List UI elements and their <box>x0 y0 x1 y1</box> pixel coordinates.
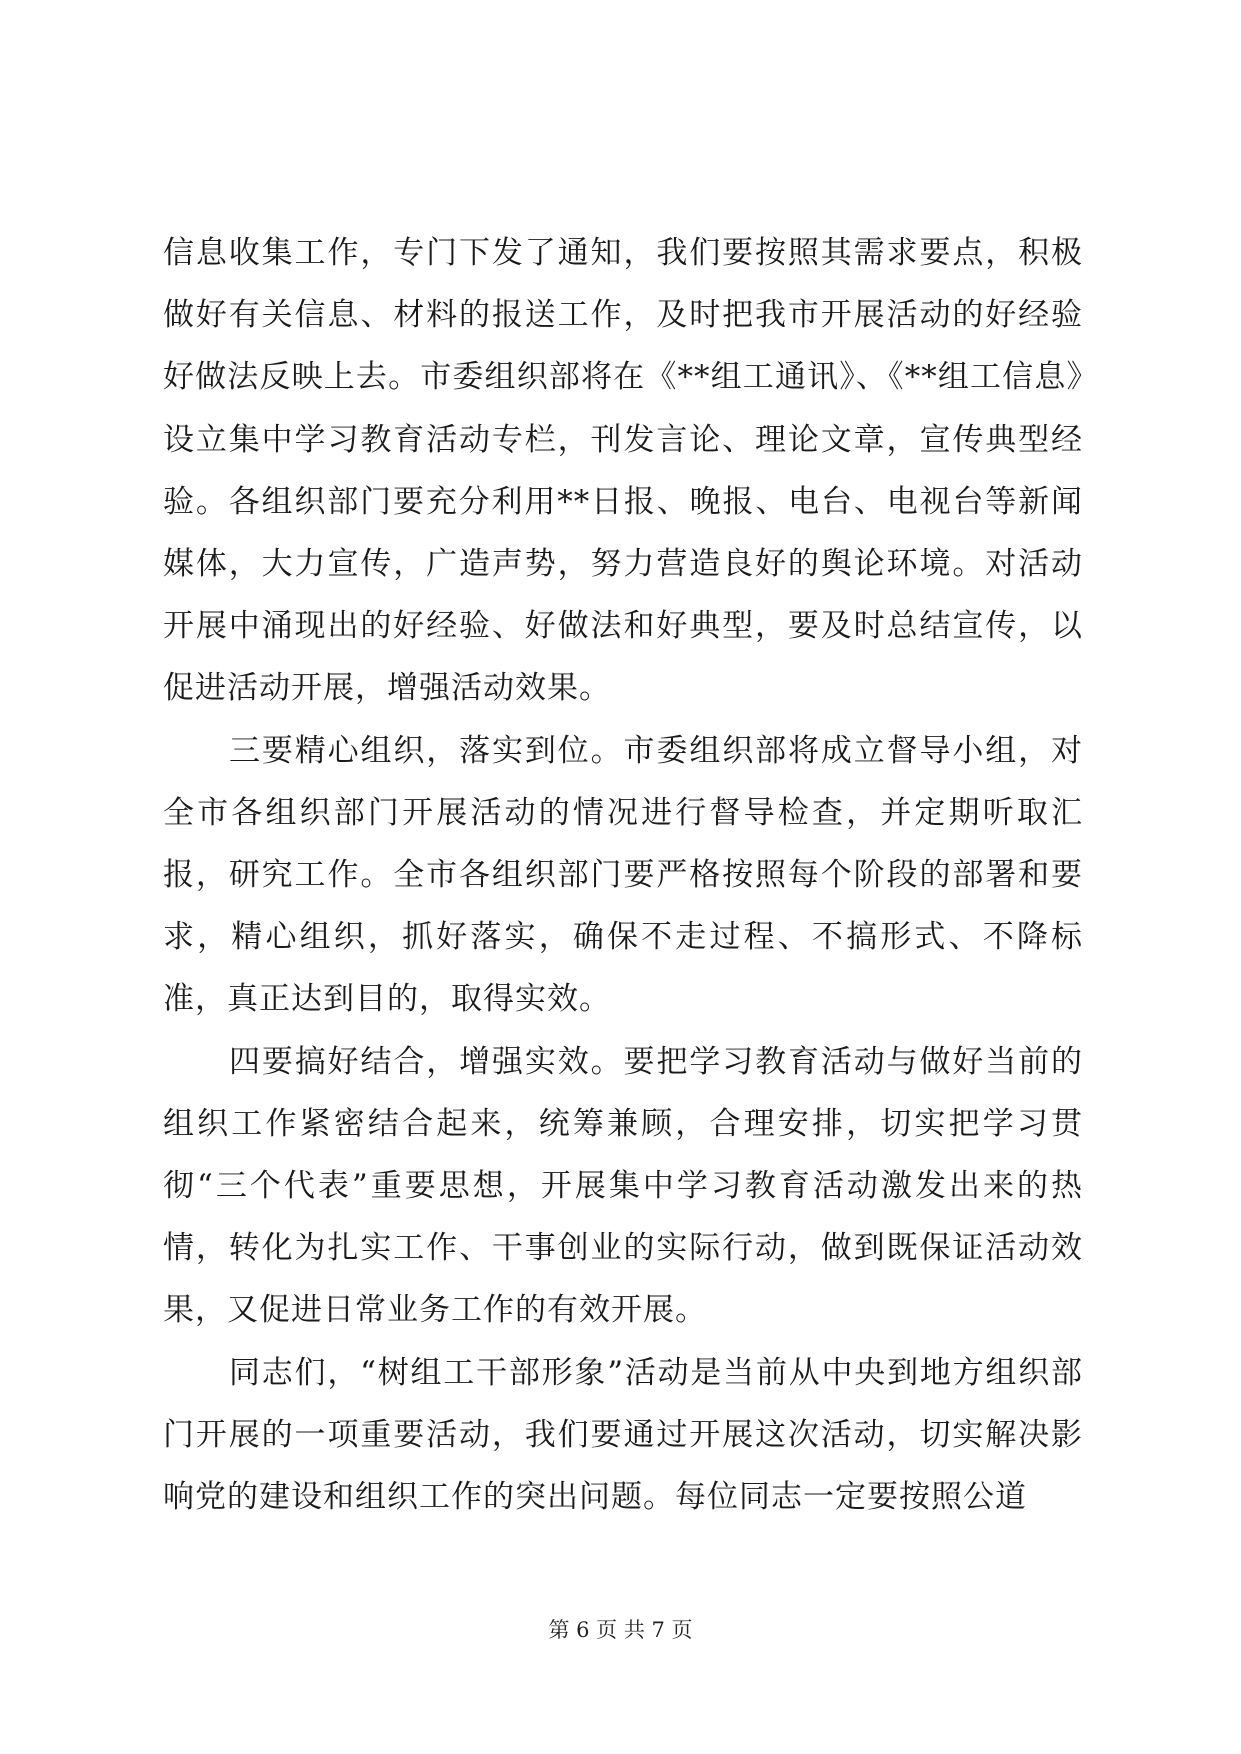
paragraph-4: 同志们，“树组工干部形象”活动是当前从中央到地方组织部门开展的一项重要活动，我们要通过开展这次活动，切实解决影响党的建设和组织工作的突出问题。每位同志一定要按照公道 <box>163 1354 1083 1516</box>
document-body <box>163 222 1083 1528</box>
paragraph-3: 四要搞好结合，增强实效。要把学习教育活动与做好当前的组织工作紧密结合起来，统筹兼顾，合理安排，切实把学习贯彻“三个代表”重要思想，开展集中学习教育活动激发出来的热情，转化为扎实工作、干事创业的实际行动，做到既保证活动效果，又促进日常业务工作的有效开展。 <box>163 1043 1083 1329</box>
paragraph-2: 三要精心组织，落实到位。市委组织部将成立督导小组，对全市各组织部门开展活动的情况进行督导检查，并定期听取汇报，研究工作。全市各组织部门要严格按照每个阶段的部署和要求，精心组织，抓好落实，确保不走过程、不搞形式、不降标准，真正达到目的，取得实效。 <box>163 732 1083 1018</box>
page-footer: 第 6 页 共 7 页 <box>548 1618 693 1642</box>
paragraph-1: 信息收集工作，专门下发了通知，我们要按照其需求要点，积极做好有关信息、材料的报送工作，及时把我市开展活动的好经验好做法反映上去。市委组织部将在《**组工通讯》、《**组工信息》设立集中学习教育活动专栏，刊发言论、理论文章，宣传典型经验。各组织部门要充分利用**日报、晚报、电台、电视台等新闻媒体，大力宣传，广造声势，努力营造良好的舆论环境。对活动开展中涌现出的好经验、好做法和好典型，要及时总结宣传，以促进活动开展，增强活动效果。 <box>163 235 1083 707</box>
